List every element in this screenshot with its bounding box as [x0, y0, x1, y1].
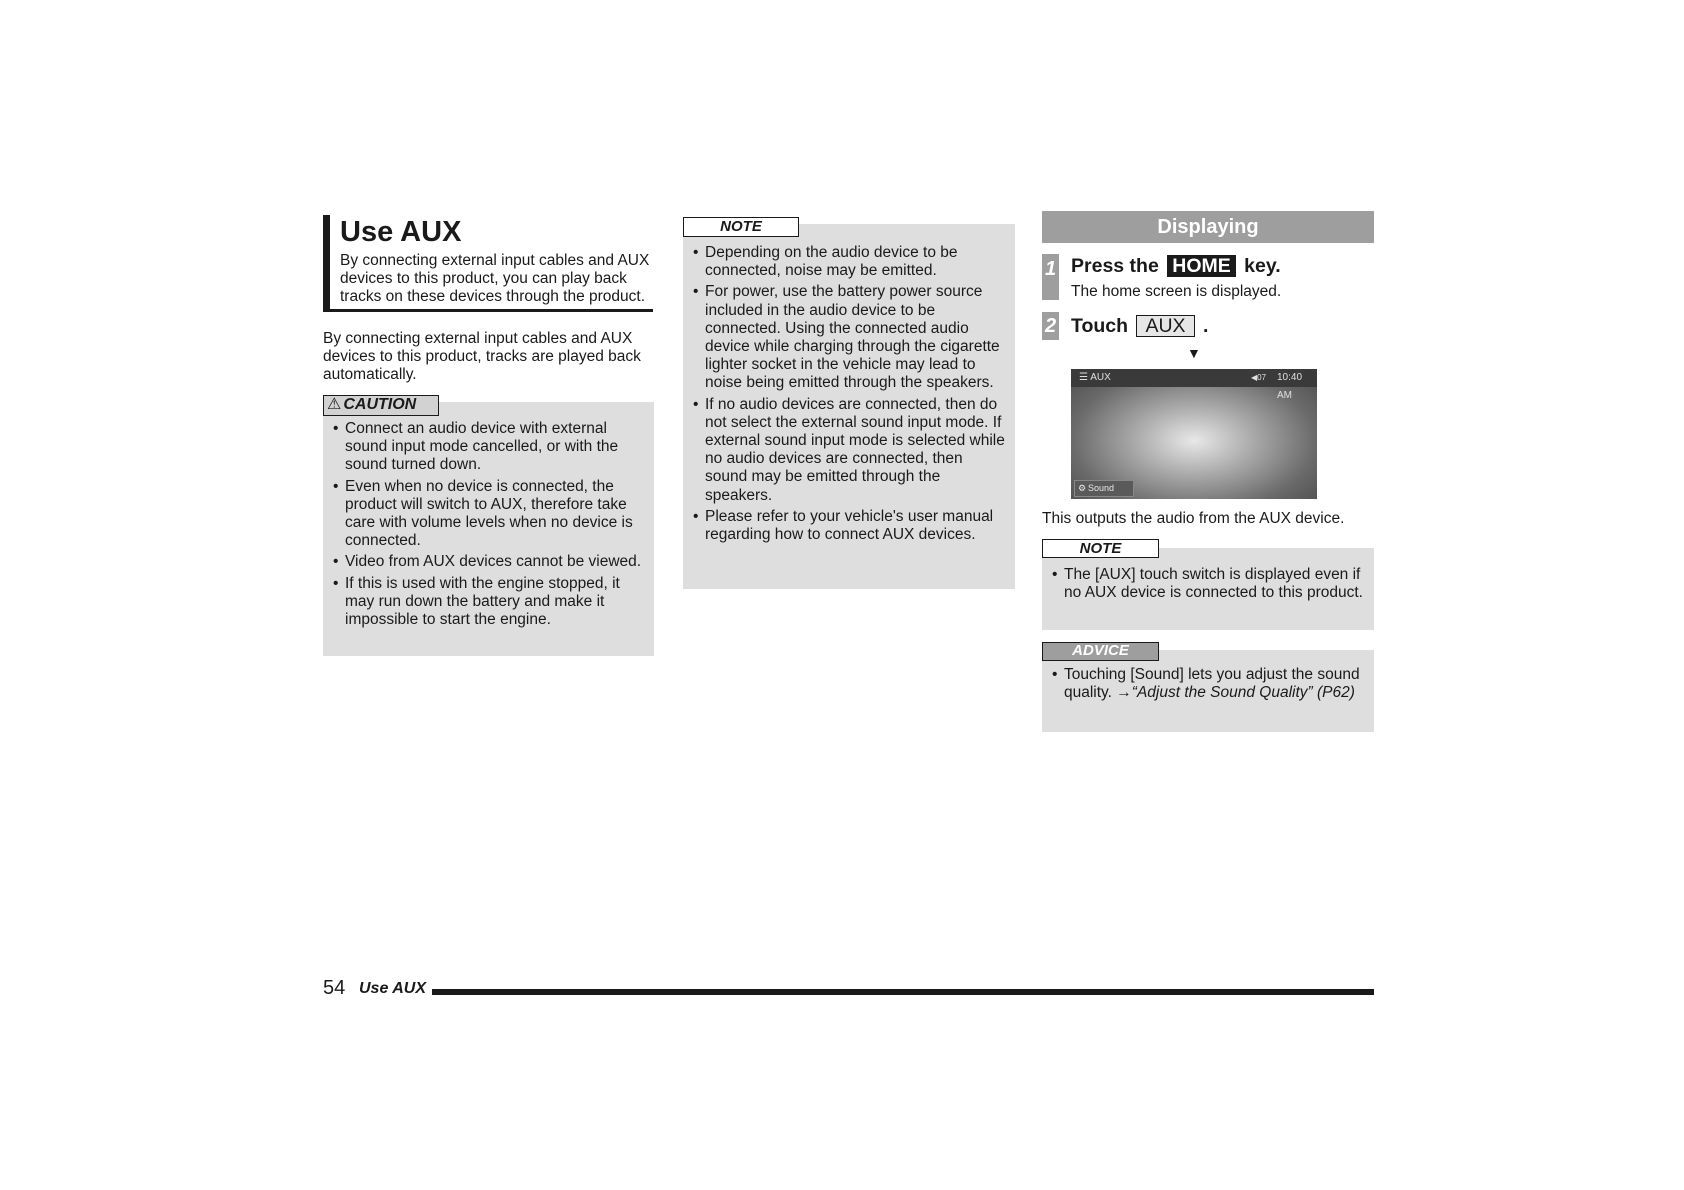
step-1-prefix: Press the — [1071, 255, 1159, 277]
step-2-number: 2 — [1042, 312, 1059, 340]
warning-icon: ⚠ — [327, 396, 342, 413]
advice-item: • Touching [Sound] lets you adjust the sound quality. →“Adjust the Sound Quality” (P62) — [1052, 666, 1364, 702]
page-number: 54 — [323, 977, 346, 999]
step-2-title — [1071, 314, 1208, 338]
section-intro: By connecting external input cables and AUX devices to this product, you can play back tracks on these devices through the product. — [340, 252, 650, 305]
note-item: • If no audio devices are connected, then do not select the external sound input mode. If external sound input mode is selected while no audio devices are connected, then sound may be emitted through the speakers. — [693, 396, 1005, 505]
screen-time: 10:40 AM — [1277, 372, 1303, 401]
caution-item: • If this is used with the engine stopped, it may run down the battery and make it impossible to start the engine. — [333, 575, 644, 630]
displaying-header: Displaying — [1042, 211, 1374, 243]
note-item: • For power, use the battery power source included in the audio device to be connected. Using the connected audio device while charging through the cigarette lighter socket in the vehicle may lead to noise being emitted through the speakers. — [693, 283, 1005, 392]
caution-item: • Connect an audio device with external sound input mode cancelled, or with the sound turned down. — [333, 420, 644, 475]
section-body: By connecting external input cables and AUX devices to this product, tracks are played back automatically. — [323, 330, 641, 383]
step-1-description: The home screen is displayed. — [1071, 283, 1282, 300]
advice-reference: “Adjust the Sound Quality” (P62) — [1131, 684, 1355, 702]
home-key: HOME — [1167, 255, 1236, 277]
step-1-title — [1071, 254, 1281, 278]
caution-item: • Video from AUX devices cannot be viewed. — [333, 553, 644, 571]
note-box-middle — [683, 224, 1015, 589]
note-item: • Please refer to your vehicle's user manual regarding how to connect AUX devices. — [693, 508, 1005, 544]
note-item: • Depending on the audio device to be connected, noise may be emitted. — [693, 244, 1005, 280]
note-label-middle: NOTE — [683, 217, 799, 237]
note-middle-list — [693, 244, 1005, 544]
caution-item: • Even when no device is connected, the product will switch to AUX, therefore take care with volume levels when no device is connected. — [333, 478, 644, 551]
caution-label — [323, 395, 439, 416]
aux-key: AUX — [1136, 315, 1194, 337]
page-title: Use AUX — [340, 216, 462, 248]
note-item: • The [AUX] touch switch is displayed even if no AUX device is connected to this product. — [1052, 566, 1364, 602]
note-right-list — [1052, 566, 1364, 602]
caution-label-text: CAUTION — [343, 396, 417, 413]
advice-list — [1052, 666, 1364, 702]
caution-box — [323, 402, 654, 656]
screen-status-bar — [1071, 369, 1317, 401]
down-arrow-icon: ▼ — [1187, 345, 1201, 361]
advice-box — [1042, 650, 1374, 732]
advice-label: ADVICE — [1042, 642, 1159, 661]
gear-icon: ⚙ — [1078, 483, 1087, 493]
screen-volume: ◀07 — [1251, 373, 1267, 382]
section-title-block — [323, 215, 653, 312]
step-2-suffix: . — [1203, 315, 1209, 337]
footer-title: Use AUX — [359, 980, 426, 997]
screen-sound-button — [1074, 480, 1134, 497]
note-label-right: NOTE — [1042, 539, 1159, 558]
aux-screen-image — [1071, 369, 1317, 499]
step-1-number: 1 — [1042, 254, 1059, 300]
outputs-text: This outputs the audio from the AUX device. — [1042, 510, 1345, 527]
step-2-prefix: Touch — [1071, 315, 1129, 337]
footer-rule — [432, 989, 1374, 995]
step-1-suffix: key. — [1244, 255, 1281, 277]
caution-list — [333, 420, 644, 629]
screen-title: ☰ AUX — [1079, 372, 1111, 383]
screen-sound-label: Sound — [1088, 483, 1115, 493]
note-box-right — [1042, 548, 1374, 630]
